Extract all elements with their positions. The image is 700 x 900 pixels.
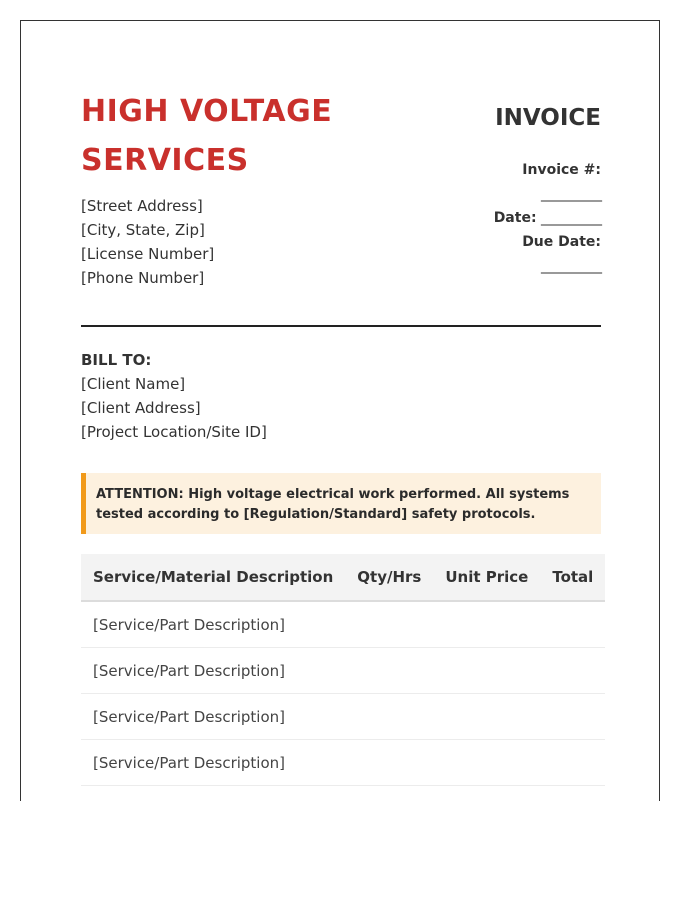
row-total: [540, 694, 605, 740]
table-row: [81, 648, 605, 694]
header-unit-price: Unit Price: [433, 554, 540, 601]
invoice-number-field: __________: [541, 186, 601, 202]
bill-to-label: BILL TO:: [81, 351, 152, 369]
company-street: [Street Address]: [81, 197, 203, 215]
invoice-date-label: Date:: [493, 210, 537, 226]
company-city-state-zip: [City, State, Zip]: [81, 221, 205, 239]
invoice-title: INVOICE: [495, 105, 601, 131]
row-description: [Service/Part Description]: [81, 740, 345, 786]
row-unit-price: [433, 694, 540, 740]
client-name: [Client Name]: [81, 375, 186, 393]
bill-to-section: [81, 348, 267, 444]
row-description: [Service/Part Description]: [81, 601, 345, 648]
row-description: [Service/Part Description]: [81, 694, 345, 740]
row-unit-price: [433, 648, 540, 694]
table-row: [81, 740, 605, 786]
company-name: HIGH VOLTAGE SERVICES: [81, 94, 333, 178]
company-license: [License Number]: [81, 245, 215, 263]
row-description: [Service/Part Description]: [81, 648, 345, 694]
header-divider: [81, 325, 601, 327]
company-info: [81, 194, 214, 290]
header-description: Service/Material Description: [81, 554, 345, 601]
due-date-field: __________: [541, 258, 601, 274]
invoice-meta: [494, 158, 601, 278]
row-total: [540, 648, 605, 694]
row-qty: [345, 648, 433, 694]
company-phone: [Phone Number]: [81, 269, 205, 287]
row-qty: [345, 740, 433, 786]
items-table: [81, 554, 605, 786]
table-row: [81, 694, 605, 740]
row-unit-price: [433, 601, 540, 648]
invoice-number-label: Invoice #:: [522, 162, 601, 178]
attention-notice: ATTENTION: High voltage electrical work performed. All systems tested according to [Regulation/Standard] safety protocols.: [81, 473, 601, 534]
row-total: [540, 601, 605, 648]
table-row: [81, 601, 605, 648]
header-total: Total: [540, 554, 605, 601]
row-total: [540, 740, 605, 786]
invoice-date-field: __________: [541, 210, 601, 226]
row-unit-price: [433, 740, 540, 786]
row-qty: [345, 601, 433, 648]
client-address: [Client Address]: [81, 399, 201, 417]
table-header-row: [81, 554, 605, 601]
due-date-label: Due Date:: [522, 234, 601, 250]
row-qty: [345, 694, 433, 740]
header-qty: Qty/Hrs: [345, 554, 433, 601]
project-location: [Project Location/Site ID]: [81, 423, 267, 441]
invoice-page: [20, 20, 660, 801]
